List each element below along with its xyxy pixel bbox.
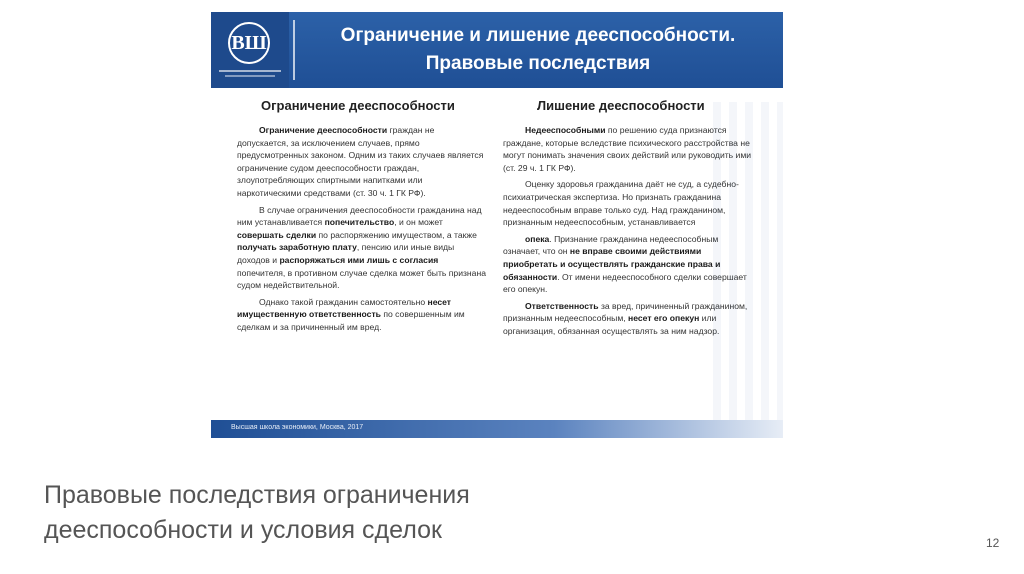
slide-image — [211, 12, 783, 438]
slide-footer-text: Высшая школа экономики, Москва, 2017 — [231, 424, 364, 431]
left-text: по распоряжению имуществом, а также — [316, 229, 477, 240]
hse-logo-mark: ВШ — [231, 31, 267, 54]
right-emphasis: Недееспособными — [525, 125, 606, 135]
slide-title-line2: Правовые последствия — [425, 53, 651, 74]
slide-footer — [211, 420, 783, 438]
right-text: . Признание гражданина недееспособным означает, что он — [503, 233, 719, 257]
left-text: , и он может — [394, 217, 443, 228]
left-text: В случае ограничения дееспособности гражданина над ним устанавливается — [237, 204, 482, 228]
left-emphasis: распоряжаться ими лишь с согласия — [279, 254, 439, 265]
right-text: Оценку здоровья гражданина даёт не суд, а судебно-психиатрическая экспертиза. Но признать гражданина недееспособным вправе только суд. Над гражданином, признанным недееспособным, устанавливается — [503, 179, 739, 228]
left-text: попечителя, в противном случае сделка может быть признана судом недействительной. — [237, 267, 486, 291]
left-paragraph — [237, 296, 487, 334]
left-column-text — [237, 124, 487, 338]
left-column-heading: Ограничение дееспособности — [261, 98, 455, 113]
right-emphasis: не вправе своими действиями приобретать и осуществлять гражданские права и обязанности — [503, 246, 721, 282]
slide-header — [211, 12, 783, 88]
hse-emblem-icon — [228, 22, 270, 64]
left-emphasis: получать заработную плату — [237, 242, 357, 253]
left-text: граждан не допускается, за исключением случаев, прямо предусмотренных законом. Одним из таких случаев является ограничение судом дееспособности граждан, злоупотребляющих спиртными напитками или наркотическими средствами (ст. 30 ч. 1 ГК РФ). — [237, 125, 484, 198]
right-emphasis: несет его опекун — [628, 313, 700, 324]
left-paragraph — [237, 204, 487, 292]
left-text: Однако такой гражданин самостоятельно — [259, 296, 428, 307]
slide-caption — [44, 478, 604, 548]
left-text: , пенсию или иные виды доходов и — [237, 242, 455, 265]
right-text: . От имени недееспособного сделки совершает его опекун. — [503, 271, 747, 295]
right-text: по решению суда признаются граждане, которые вследствие психического расстройства не могут понимать значения своих действий или руководить ими (ст. 29 ч. 1 ГК РФ). — [503, 125, 752, 173]
right-emphasis: Ответственность — [525, 300, 599, 311]
watermark-graphic — [713, 102, 783, 432]
slide-title — [303, 22, 773, 78]
left-emphasis: попечительство — [324, 217, 395, 228]
left-text: по совершенным им сделкам и за причиненный им вред. — [237, 309, 465, 332]
header-divider — [293, 20, 295, 80]
caption-line2: дееспособности и условия сделок — [44, 516, 442, 544]
caption-line1: Правовые последствия ограничения — [44, 481, 470, 509]
right-emphasis: опека — [525, 233, 550, 244]
hse-logo — [211, 12, 289, 88]
right-column-heading: Лишение дееспособности — [537, 98, 705, 113]
left-emphasis: Ограничение дееспособности — [259, 125, 388, 135]
logo-caption-line — [219, 70, 281, 72]
left-paragraph — [237, 124, 487, 200]
left-emphasis: совершать сделки — [237, 229, 317, 240]
right-text: или организация, обязанная осуществлять за ним надзор. — [503, 313, 720, 336]
right-text: за вред, причиненный гражданином, признанным недееспособным, — [503, 300, 748, 324]
left-emphasis: несет имущественную ответственность — [237, 296, 452, 320]
logo-caption-line — [225, 75, 275, 77]
slide-title-line1: Ограничение и лишение дееспособности. — [340, 25, 736, 46]
page-number: 12 — [986, 536, 1000, 550]
